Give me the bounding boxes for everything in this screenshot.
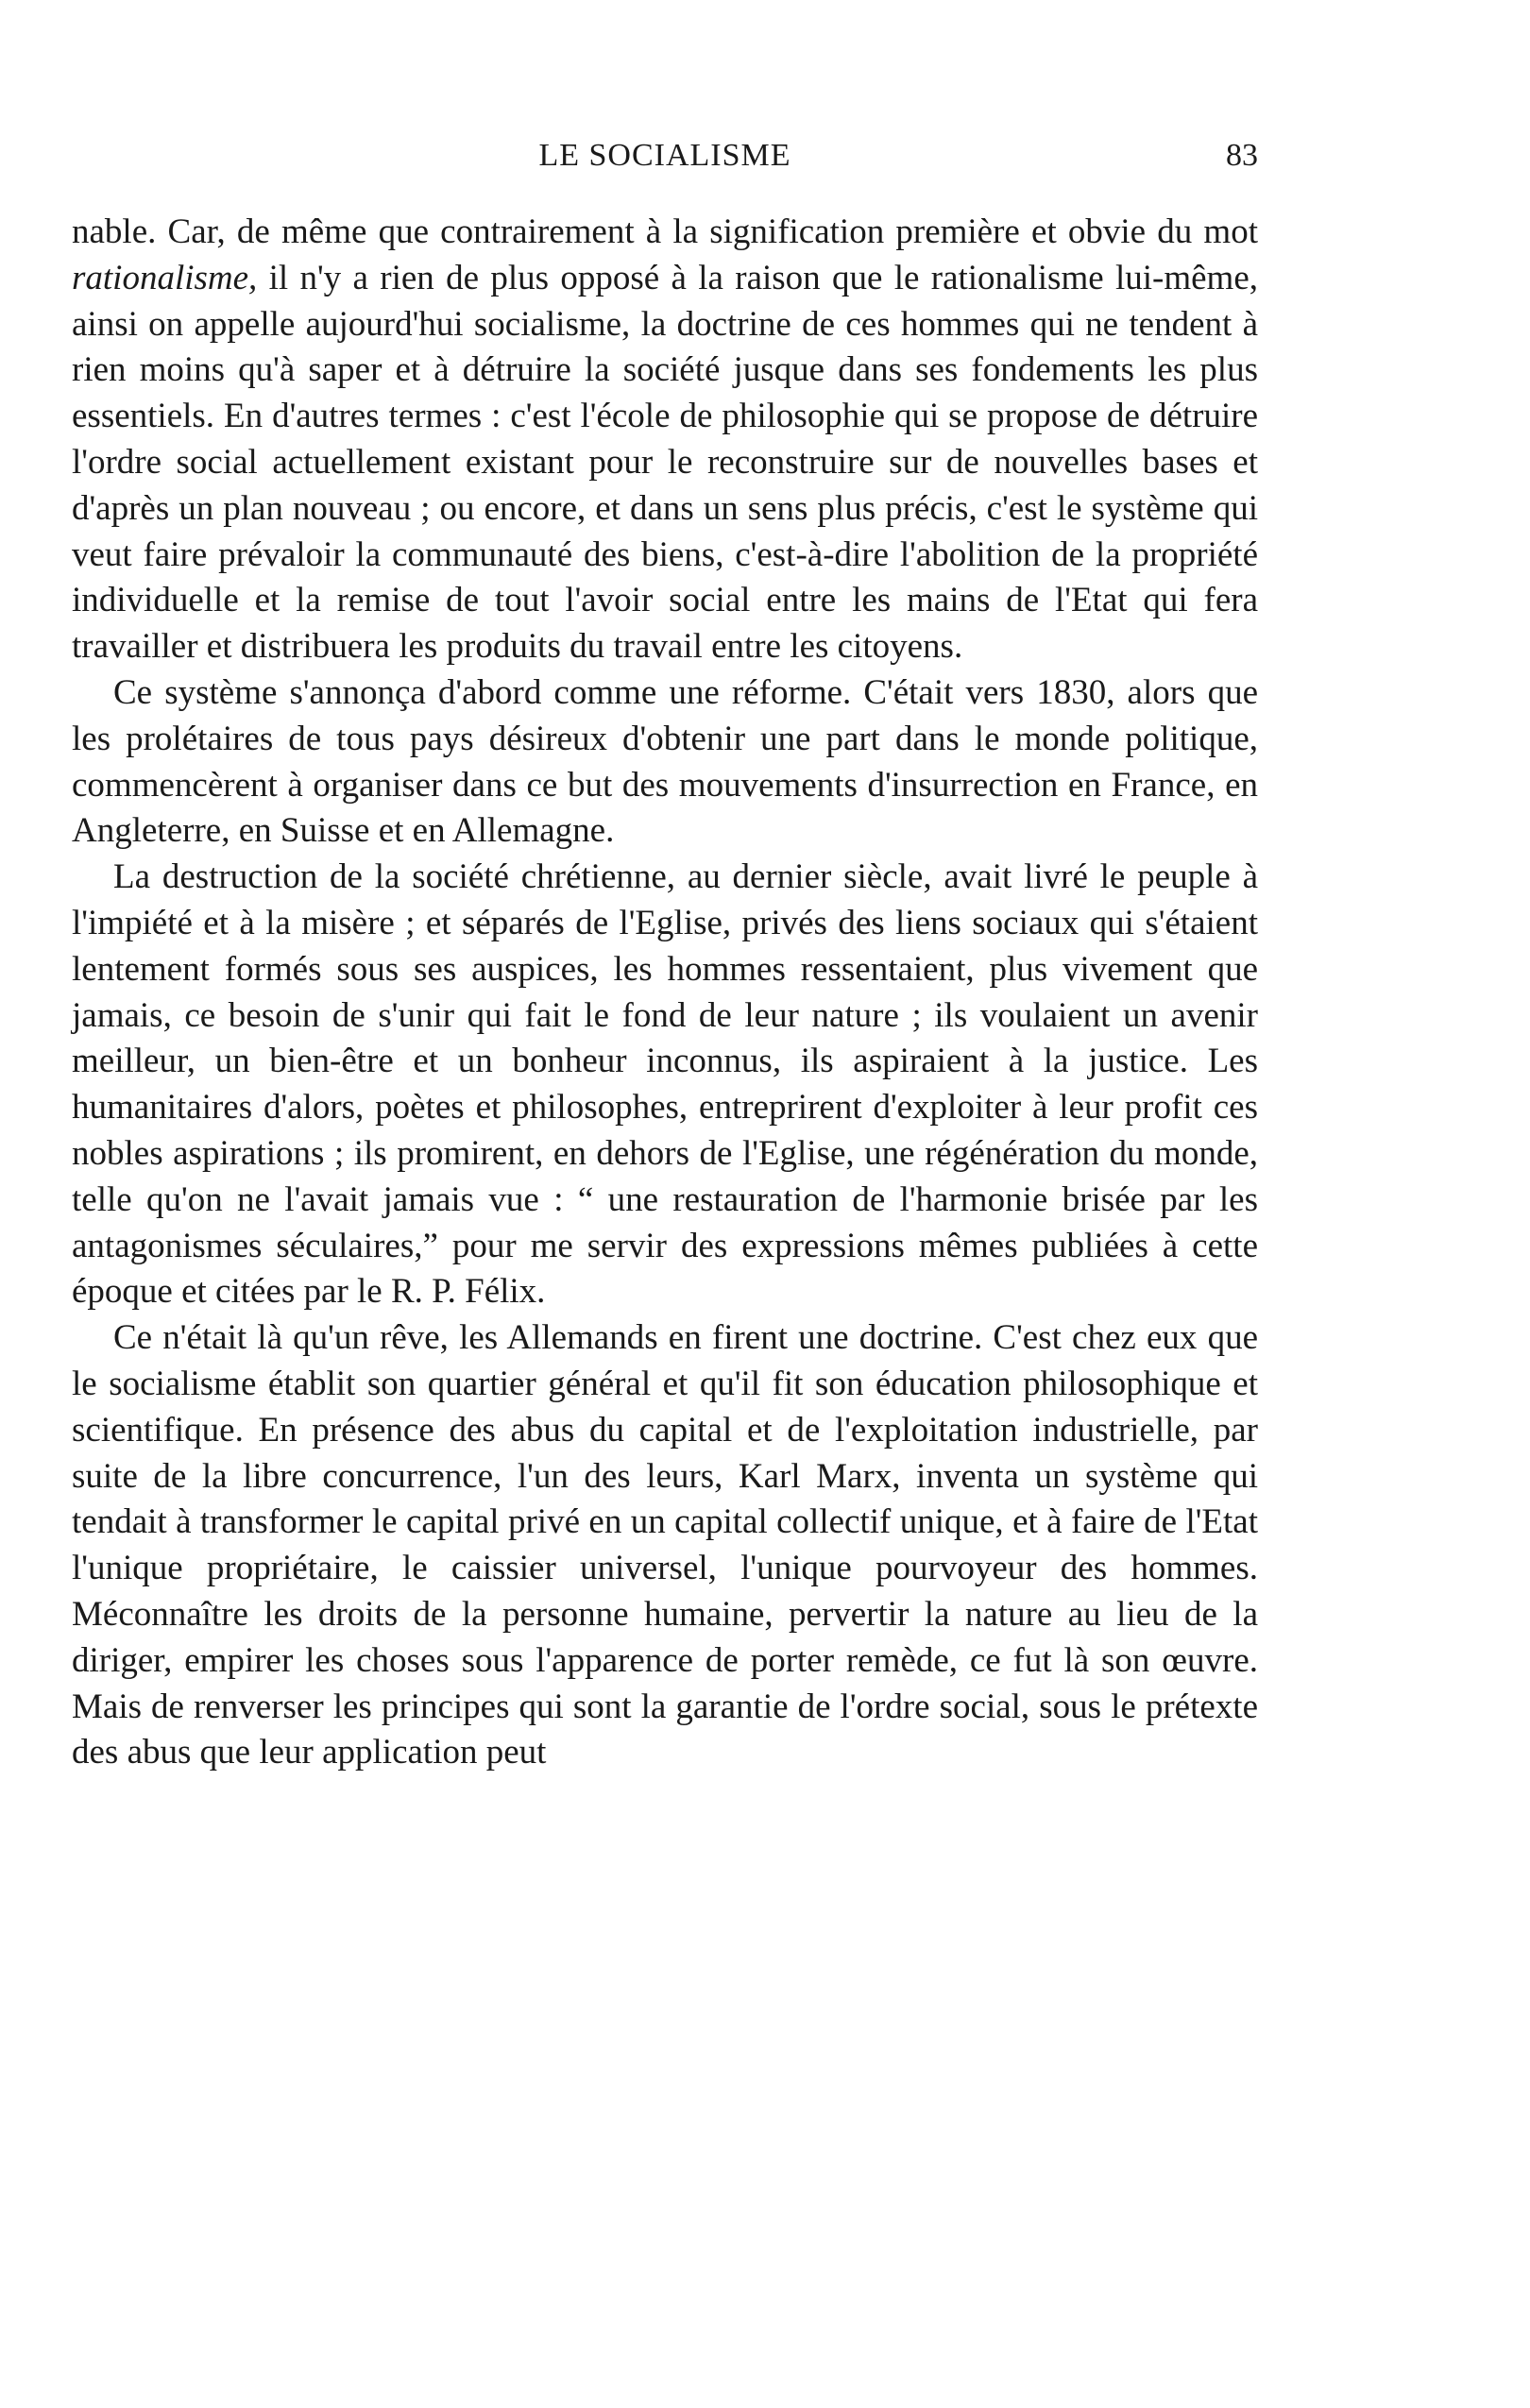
running-title: LE SOCIALISME	[538, 138, 791, 173]
page-number: 83	[1226, 138, 1258, 173]
paragraph: Ce n'était là qu'un rêve, les Allemands en firent une doctrine. C'est chez eux que le socialisme établit son quartier général et qu'il fit son éducation philosophique et scientifique. En présence des abus du capital et de l'exploitation industrielle, par suite de la libre concurrence, l'un des leurs, Karl Marx, inventa un système qui tendait à transformer le capital privé en un capital collectif unique, et à faire de l'Etat l'unique propriétaire, le caissier universel, l'unique pourvoyeur des hommes. Méconnaître les droits de la personne humaine, pervertir la nature au lieu de la diriger, empirer les choses sous l'apparence de porter remède, ce fut là son œuvre. Mais de renverser les principes qui sont la garantie de l'ordre social, sous le prétexte des abus que leur application peut	[72, 1318, 1258, 1772]
paragraph-text: il n'y a rien de plus opposé à la raison que le rationalisme lui-même, ainsi on appelle aujourd'hui socialisme, la doctrine de ces hommes qui ne tendent à rien moins qu'à saper et à détruire la société jusque dans ses fondements les plus essentiels. En d'autres termes : c'est l'école de philosophie qui se propose de détruire l'ordre social actuellement existant pour le reconstruire sur de nouvelles bases et d'après un plan nouveau ; ou encore, et dans un sens plus précis, c'est le système qui veut faire prévaloir la communauté des biens, c'est-à-dire l'abolition de la propriété individuelle et la remise de tout l'avoir social entre les mains de l'Etat qui fera travailler et distribuera les produits du travail entre les citoyens.	[72, 258, 1258, 667]
paragraph: Ce système s'annonça d'abord comme une réforme. C'était vers 1830, alors que les prolétaires de tous pays désireux d'obtenir une part dans le monde politique, commencèrent à organiser dans ce but des mouvements d'insurrection en France, en Angleterre, en Suisse et en Allemagne.	[72, 672, 1258, 851]
paragraph-continuation	[72, 210, 1258, 670]
paragraph-text: nable. Car, de même que contrairement à la signification première et obvie du mot	[72, 212, 1258, 251]
body-text	[72, 210, 1258, 1776]
book-page	[72, 0, 1258, 2408]
paragraph: La destruction de la société chrétienne, au dernier siècle, avait livré le peuple à l'impiété et à la misère ; et séparés de l'Eglise, privés des liens sociaux qui s'étaient lentement formés sous ses auspices, les hommes ressentaient, plus vivement que jamais, ce besoin de s'unir qui fait le fond de leur nature ; ils voulaient un avenir meilleur, un bien-être et un bonheur inconnus, ils aspiraient à la justice. Les humanitaires d'alors, poètes et philosophes, entreprirent d'exploiter à leur profit ces nobles aspirations ; ils promirent, en dehors de l'Eglise, une régénération du monde, telle qu'on ne l'avait jamais vue : “ une restauration de l'harmonie brisée par les antagonismes séculaires,” pour me servir des expressions mêmes publiées à cette époque et citées par le R. P. Félix.	[72, 857, 1258, 1312]
emphasized-word: rationalisme,	[72, 258, 258, 297]
running-head	[72, 132, 1258, 179]
